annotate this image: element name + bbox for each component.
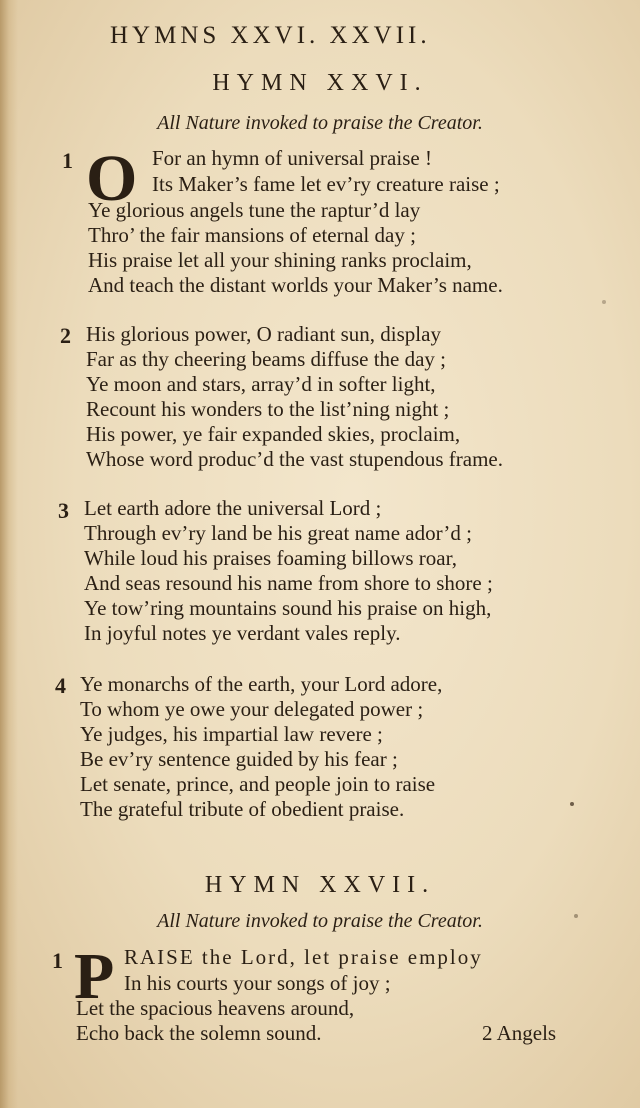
hymn-27-title: HYMN XXVII. (204, 872, 436, 898)
stanza-number: 4 (55, 673, 66, 698)
verse-line: Ye glorious angels tune the raptur’d lay (88, 198, 421, 222)
drop-cap: O (86, 142, 138, 215)
verse-line: In his courts your songs of joy ; (124, 971, 391, 995)
stanza-number: 1 (62, 148, 73, 173)
verse-line: Let the spacious heavens around, (76, 996, 355, 1020)
stanza-number: 1 (52, 948, 63, 973)
verse-line: His power, ye fair expanded skies, proclaim, (86, 422, 461, 446)
verse-line: And seas resound his name from shore to shore ; (84, 571, 493, 595)
stanza-number: 2 (60, 323, 71, 348)
verse-line: Echo back the solemn sound. (76, 1021, 322, 1045)
verse-line: Ye monarchs of the earth, your Lord adore, (80, 672, 443, 696)
verse-line: His praise let all your shining ranks proclaim, (88, 248, 472, 272)
catchword: 2 Angels (482, 1021, 557, 1045)
verse-line: Ye tow’ring mountains sound his praise on high, (84, 596, 492, 620)
ink-speck (602, 300, 606, 304)
verse-line: Let senate, prince, and people join to raise (80, 772, 436, 796)
verse-line: In joyful notes ye verdant vales reply. (84, 621, 401, 645)
verse-line: For an hymn of universal praise ! (152, 146, 432, 170)
verse-line: Through ev’ry land be his great name ador’d ; (84, 521, 472, 545)
verse-line: RAISE the Lord, let praise employ (124, 945, 483, 969)
verse-line: Thro’ the fair mansions of eternal day ; (88, 223, 416, 247)
verse-line: Ye judges, his impartial law revere ; (80, 722, 383, 746)
running-head: HYMNS XXVI. XXVII. (110, 22, 431, 49)
verse-line: And teach the distant worlds your Maker’s name. (88, 273, 503, 297)
verse-line: The grateful tribute of obedient praise. (80, 797, 405, 821)
verse-line: His glorious power, O radiant sun, display (86, 322, 441, 346)
verse-line: Ye moon and stars, array’d in softer light, (86, 372, 436, 396)
hymn-27-subtitle: All Nature invoked to praise the Creator. (157, 910, 483, 932)
ink-speck (574, 914, 578, 918)
hymn-26-title: HYMN XXVI. (212, 70, 428, 96)
verse-line: Its Maker’s fame let ev’ry creature raise ; (152, 172, 500, 196)
verse-line: To whom ye owe your delegated power ; (80, 697, 424, 721)
verse-line: Far as thy cheering beams diffuse the day ; (86, 347, 447, 371)
hymn-26-subtitle: All Nature invoked to praise the Creator. (157, 112, 483, 134)
verse-line: Recount his wonders to the list’ning night ; (86, 397, 450, 421)
ink-speck (570, 802, 574, 806)
drop-cap: P (74, 940, 115, 1013)
verse-line: Whose word produc’d the vast stupendous frame. (86, 447, 503, 471)
verse-line: While loud his praises foaming billows roar, (84, 546, 458, 570)
stanza-number: 3 (58, 498, 69, 523)
verse-line: Be ev’ry sentence guided by his fear ; (80, 747, 398, 771)
page-gutter-shadow (0, 0, 18, 1108)
verse-line: Let earth adore the universal Lord ; (84, 496, 382, 520)
